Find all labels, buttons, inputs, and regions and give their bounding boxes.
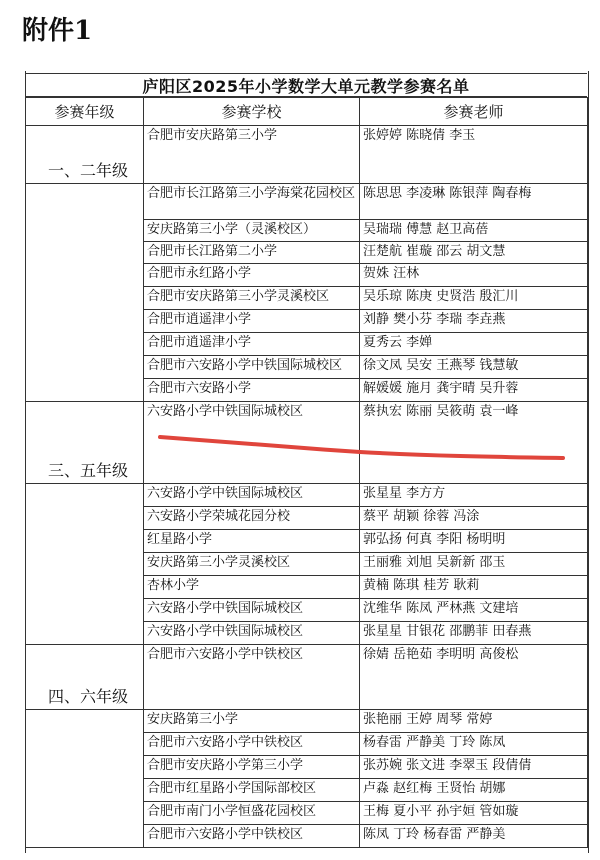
table-row (26, 710, 588, 733)
grade-cell: 三、五年级 (26, 402, 144, 484)
header-row (26, 98, 588, 126)
table-row (26, 402, 588, 484)
table-row (26, 184, 588, 220)
school-cell: 合肥市南门小学恒盛花园校区 (144, 802, 360, 825)
school-cell: 合肥市六安路小学中铁校区 (144, 733, 360, 756)
teachers-cell: 王丽雅 刘旭 吴新新 邵玉 (360, 553, 588, 576)
school-cell: 合肥市长江路第二小学 (144, 242, 360, 264)
school-cell: 合肥市六安路小学中铁校区 (144, 645, 360, 710)
teachers-cell: 蔡平 胡颖 徐蓉 冯涂 (360, 507, 588, 530)
teachers-cell: 徐婧 岳艳茹 李明明 高俊松 (360, 645, 588, 710)
teachers-cell: 吴瑞瑞 傅慧 赵卫高蓓 (360, 220, 588, 242)
teachers-cell: 黄楠 陈琪 桂芳 耿莉 (360, 576, 588, 599)
school-cell: 红星路小学 (144, 530, 360, 553)
teachers-cell: 卢淼 赵红梅 王贤怡 胡娜 (360, 779, 588, 802)
school-cell: 安庆路第三小学 (144, 710, 360, 733)
teachers-cell: 刘静 樊小芬 李瑞 李垚燕 (360, 310, 588, 333)
school-cell: 六安路小学中铁国际城校区 (144, 599, 360, 622)
grade-spacer-cell (26, 710, 144, 848)
table-row (26, 126, 588, 184)
teachers-cell: 王梅 夏小平 孙宇姮 管如璇 (360, 802, 588, 825)
school-cell: 合肥市安庆路小学第三小学 (144, 756, 360, 779)
teachers-cell: 解媛媛 施月 龚宇晴 吴升蓉 (360, 379, 588, 402)
grade-header: 参赛年级 (26, 98, 144, 126)
grade-spacer-cell (26, 184, 144, 402)
school-cell: 合肥市永红路小学 (144, 264, 360, 287)
teachers-cell: 郭弘扬 何真 李阳 杨明明 (360, 530, 588, 553)
teachers-cell: 徐文凤 吴安 王燕琴 钱慧敏 (360, 356, 588, 379)
school-cell: 合肥市逍遥津小学 (144, 333, 360, 356)
grade-cell: 一、二年级 (26, 126, 144, 184)
document-title: 庐阳区2025年小学数学大单元教学参赛名单 (25, 73, 587, 97)
table-row (26, 645, 588, 710)
teachers-cell: 张星星 甘银花 邵鹏菲 田春燕 (360, 622, 588, 645)
teachers-cell: 汪楚航 崔璇 邵云 胡文慧 (360, 242, 588, 264)
teachers-cell: 贺姝 汪林 (360, 264, 588, 287)
teachers-cell: 张苏婉 张文进 李翠玉 段倩倩 (360, 756, 588, 779)
teachers-cell: 张艳丽 王婷 周琴 常婷 (360, 710, 588, 733)
school-cell: 合肥市安庆路第三小学灵溪校区 (144, 287, 360, 310)
school-cell: 合肥市红星路小学国际部校区 (144, 779, 360, 802)
school-cell: 六安路小学中铁国际城校区 (144, 402, 360, 484)
teachers-cell: 蔡执宏 陈丽 吴筱萌 袁一峰 (360, 402, 588, 484)
teachers-cell: 陈凤 丁玲 杨春雷 严静美 (360, 825, 588, 848)
school-cell: 安庆路第三小学（灵溪校区） (144, 220, 360, 242)
teachers-cell: 吴乐琼 陈庚 史贤浩 殷汇川 (360, 287, 588, 310)
school-cell: 杏林小学 (144, 576, 360, 599)
teachers-cell: 夏秀云 李婵 (360, 333, 588, 356)
teachers-cell: 杨春雷 严静美 丁玲 陈凤 (360, 733, 588, 756)
teachers-cell: 陈思思 李凌琳 陈银萍 陶春梅 (360, 184, 588, 220)
school-cell: 六安路小学荣城花园分校 (144, 507, 360, 530)
grade-cell: 四、六年级 (26, 645, 144, 710)
attachment-label: 附件1 (22, 16, 93, 46)
school-cell: 六安路小学中铁国际城校区 (144, 622, 360, 645)
school-cell: 合肥市逍遥津小学 (144, 310, 360, 333)
school-cell: 合肥市长江路第三小学海棠花园校区 (144, 184, 360, 220)
teachers-cell: 沈维华 陈凤 严林燕 文建培 (360, 599, 588, 622)
roster-table (25, 97, 588, 848)
table-row (26, 484, 588, 507)
teachers-header: 参赛老师 (360, 98, 588, 126)
teachers-cell: 张星星 李方方 (360, 484, 588, 507)
school-cell: 安庆路第三小学灵溪校区 (144, 553, 360, 576)
school-cell: 合肥市安庆路第三小学 (144, 126, 360, 184)
teachers-cell: 张婷婷 陈晓倩 李玉 (360, 126, 588, 184)
school-cell: 六安路小学中铁国际城校区 (144, 484, 360, 507)
school-header: 参赛学校 (144, 98, 360, 126)
school-cell: 合肥市六安路小学中铁校区 (144, 825, 360, 848)
school-cell: 合肥市六安路小学中铁国际城校区 (144, 356, 360, 379)
school-cell: 合肥市六安路小学 (144, 379, 360, 402)
grade-spacer-cell (26, 484, 144, 645)
